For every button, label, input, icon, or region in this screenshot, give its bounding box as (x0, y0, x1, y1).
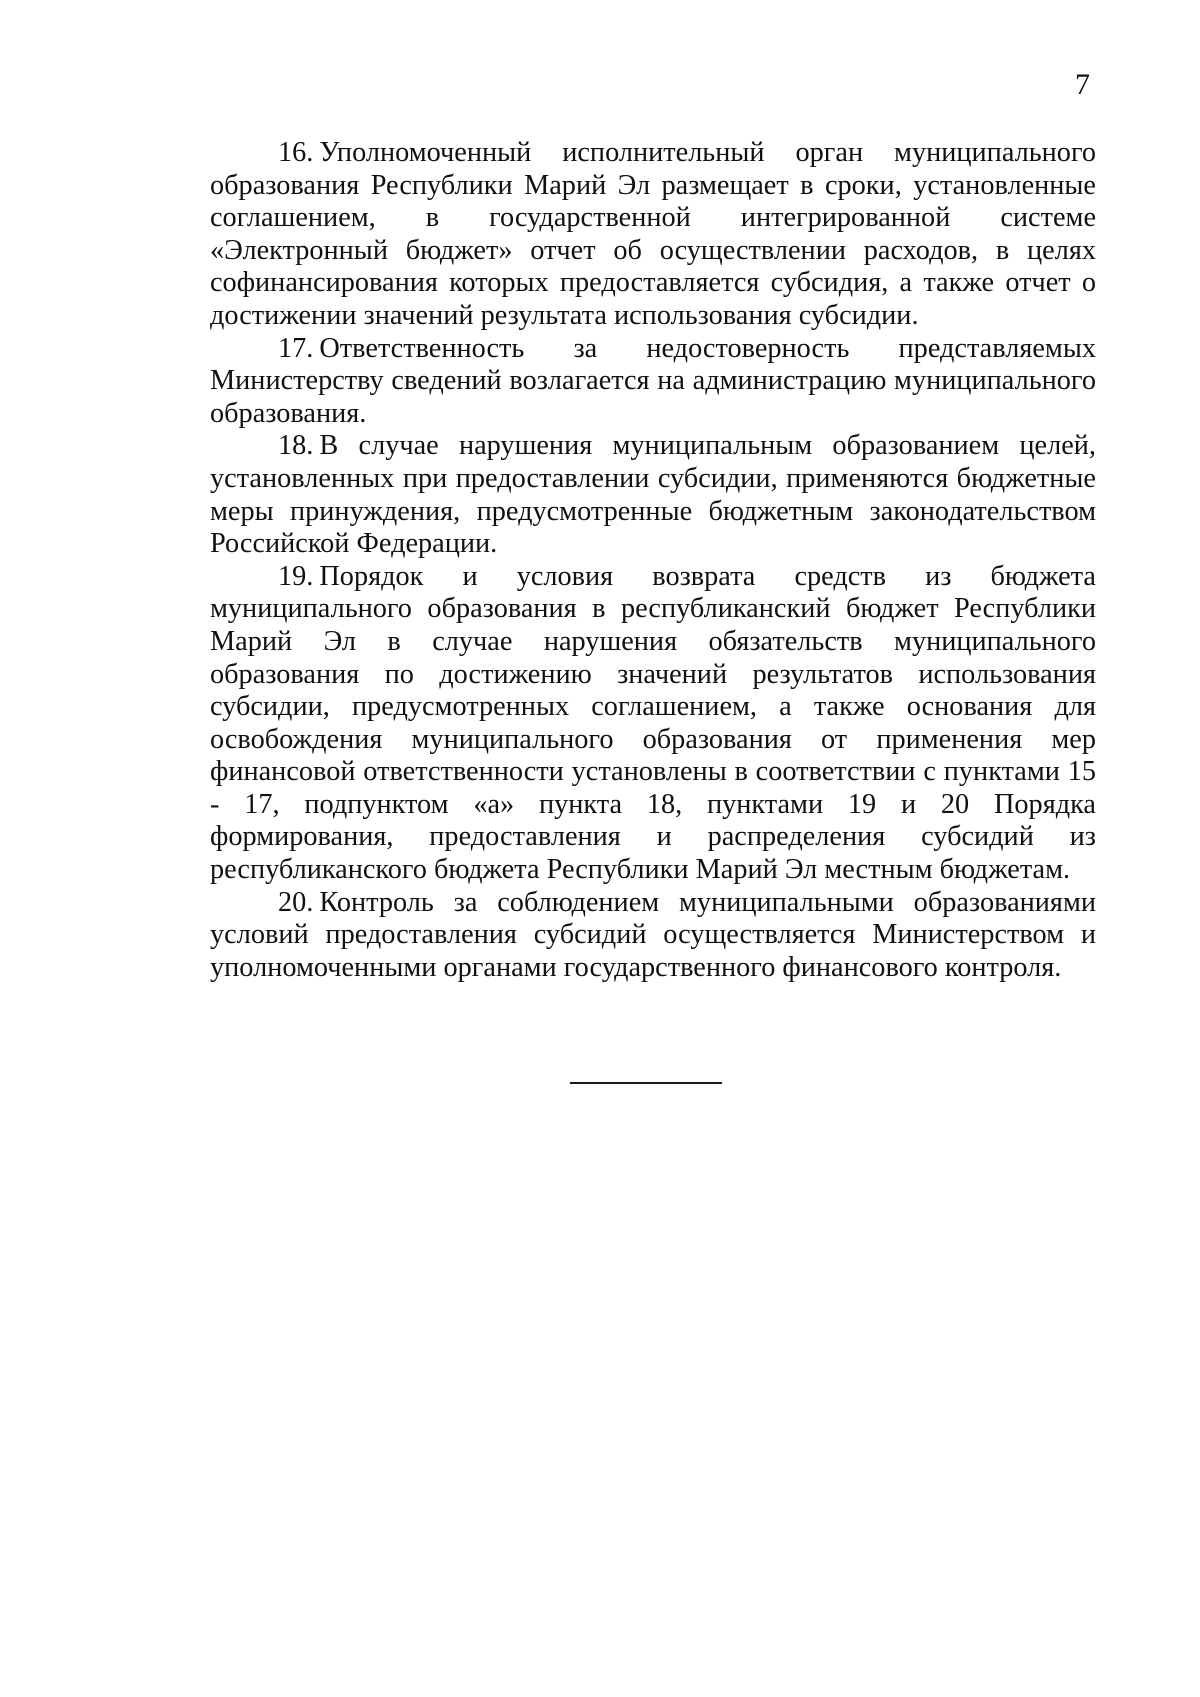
paragraph-number: 18. (278, 430, 314, 462)
paragraph-20 (210, 887, 1096, 985)
paragraph-number: 20. (278, 886, 314, 918)
paragraph-number: 16. (278, 137, 314, 168)
paragraph-17 (210, 333, 1096, 431)
paragraph-text: Контроль за соблюдением муниципальными образованиями условий предоставления субсидий осуществляется Министерством и уполномоченными органами государственного финансового контроля. (210, 886, 1096, 983)
paragraph-number: 17. (278, 332, 314, 364)
paragraph-text: Ответственность за недостоверность представляемых Министерству сведений возлагается на администрацию муниципального образования. (210, 332, 1096, 429)
document-body (210, 137, 1096, 984)
paragraph-text: В случае нарушения муниципальным образованием целей, установленных при предоставлении субсидии, применяются бюджетные меры принуждения, предусмотренные бюджетным законодательством Российской Федерации. (210, 430, 1096, 560)
paragraph-18 (210, 430, 1096, 560)
paragraph-19 (210, 561, 1096, 887)
paragraph-text: Уполномоченный исполнительный орган муниципального образования Республики Марий Эл размещает в сроки, установленные соглашением, в государственной интегрированной системе «Электронный бюджет» отчет об осуществлении расходов, в целях софинансирования которых предоставляется субсидия, а также отчет о достижении значений результата использования субсидии. (210, 137, 1096, 331)
end-of-document-line (570, 1082, 722, 1084)
paragraph-text: Порядок и условия возврата средств из бюджета муниципального образования в республиканский бюджет Республики Марий Эл в случае нарушения обязательств муниципального образования по достижению значений результатов использования субсидии, предусмотренных соглашением, а также основания для освобождения муниципального образования от применения мер финансовой ответственности установлены в соответствии с пунктами 15 - 17, подпунктом «а» пункта 18, пунктами 19 и 20 Порядка формирования, предоставления и распределения субсидий из республиканского бюджета Республики Марий Эл местным бюджетам. (210, 560, 1096, 886)
paragraph-16 (210, 137, 1096, 333)
page-number: 7 (1075, 68, 1090, 101)
paragraph-number: 19. (278, 560, 314, 592)
